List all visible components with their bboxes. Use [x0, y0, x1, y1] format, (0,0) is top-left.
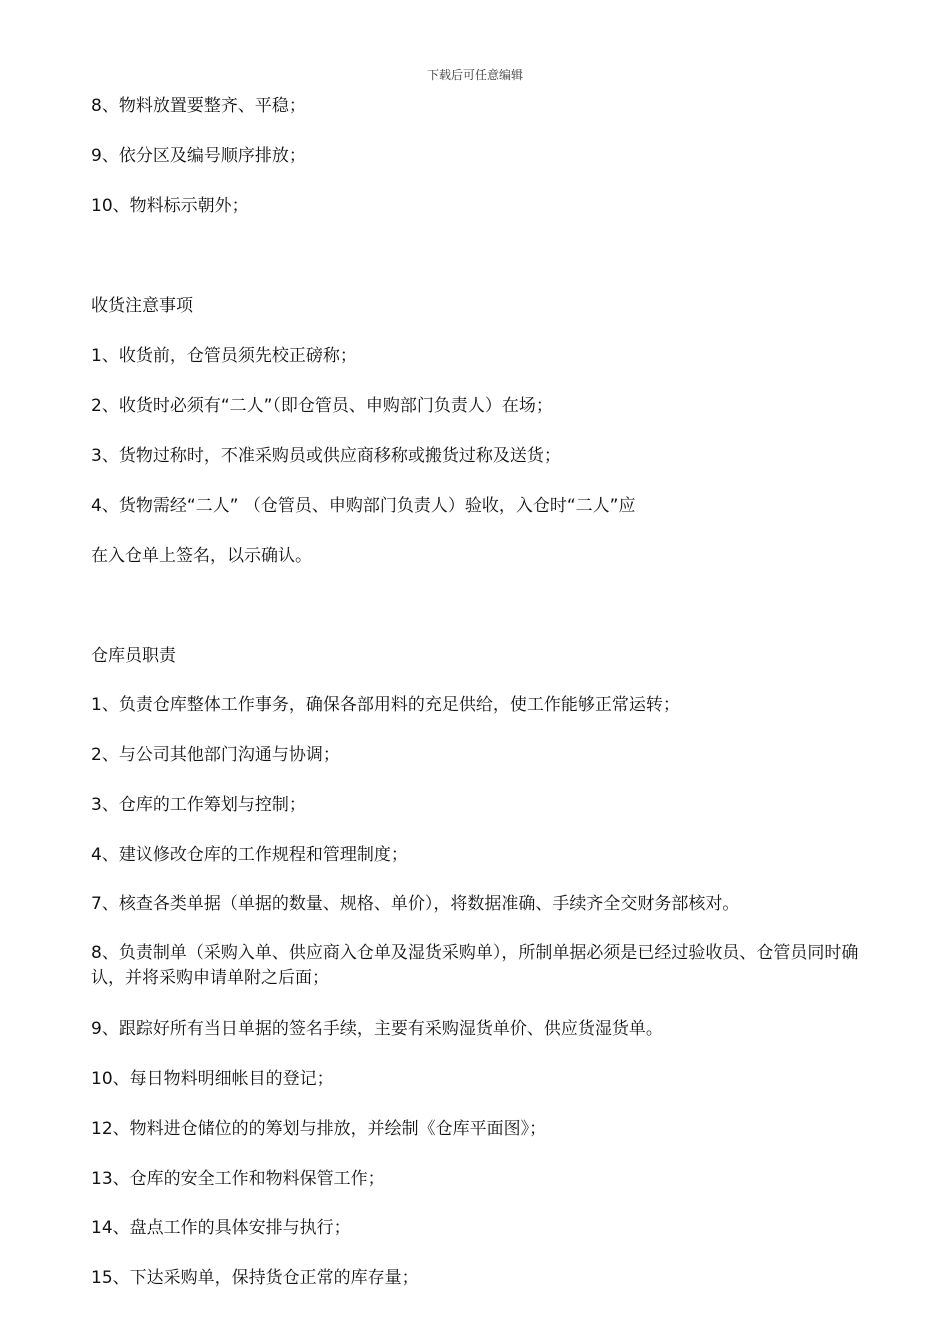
page-header-note: 下载后可任意编辑 [426, 68, 523, 82]
receiving-item-4-continued: 在入仓单上签名，以示确认。 [91, 546, 312, 566]
duties-item-4: 4、建议修改仓库的工作规程和管理制度； [91, 845, 408, 865]
duties-item-1: 1、负责仓库整体工作事务，确保各部用料的充足供给，使工作能够正常运转； [91, 695, 680, 715]
duties-item-7: 7、核查各类单据（单据的数量、规格、单价），将数据准确、手续齐全交财务部核对。 [91, 894, 740, 914]
duties-item-2: 2、与公司其他部门沟通与协调； [91, 745, 340, 765]
receiving-heading: 收货注意事项 [91, 296, 193, 316]
receiving-item-3: 3、货物过称时，不准采购员或供应商移称或搬货过称及送货； [91, 446, 561, 466]
placement-item-8: 8、物料放置要整齐、平稳； [91, 96, 306, 116]
duties-item-13: 13、仓库的安全工作和物料保管工作； [91, 1169, 385, 1189]
placement-item-9: 9、依分区及编号顺序排放； [91, 146, 306, 166]
receiving-item-2: 2、收货时必须有“二人”（即仓管员、申购部门负责人）在场； [91, 396, 553, 416]
duties-item-15: 15、下达采购单，保持货仓正常的库存量； [91, 1268, 419, 1288]
duties-heading: 仓库员职责 [91, 646, 176, 666]
duties-item-10: 10、每日物料明细帐目的登记； [91, 1069, 334, 1089]
receiving-item-1: 1、收货前，仓管员须先校正磅称； [91, 346, 357, 366]
duties-item-3: 3、仓库的工作筹划与控制； [91, 795, 306, 815]
receiving-item-4: 4、货物需经“二人” （仓管员、申购部门负责人）验收，入仓时“二人”应 [91, 496, 636, 516]
duties-item-14: 14、盘点工作的具体安排与执行； [91, 1218, 351, 1238]
duties-item-8: 8、负责制单（采购入单、供应商入仓单及湿货采购单），所制单据必须是已经过验收员、仓管员同时确认，并将采购申请单附之后面； [91, 943, 859, 988]
duties-item-12: 12、物料进仓储位的的筹划与排放，并绘制《仓库平面图》； [91, 1119, 547, 1139]
placement-item-10: 10、物料标示朝外； [91, 196, 249, 216]
duties-item-9: 9、跟踪好所有当日单据的签名手续，主要有采购湿货单价、供应货湿货单。 [91, 1019, 663, 1039]
